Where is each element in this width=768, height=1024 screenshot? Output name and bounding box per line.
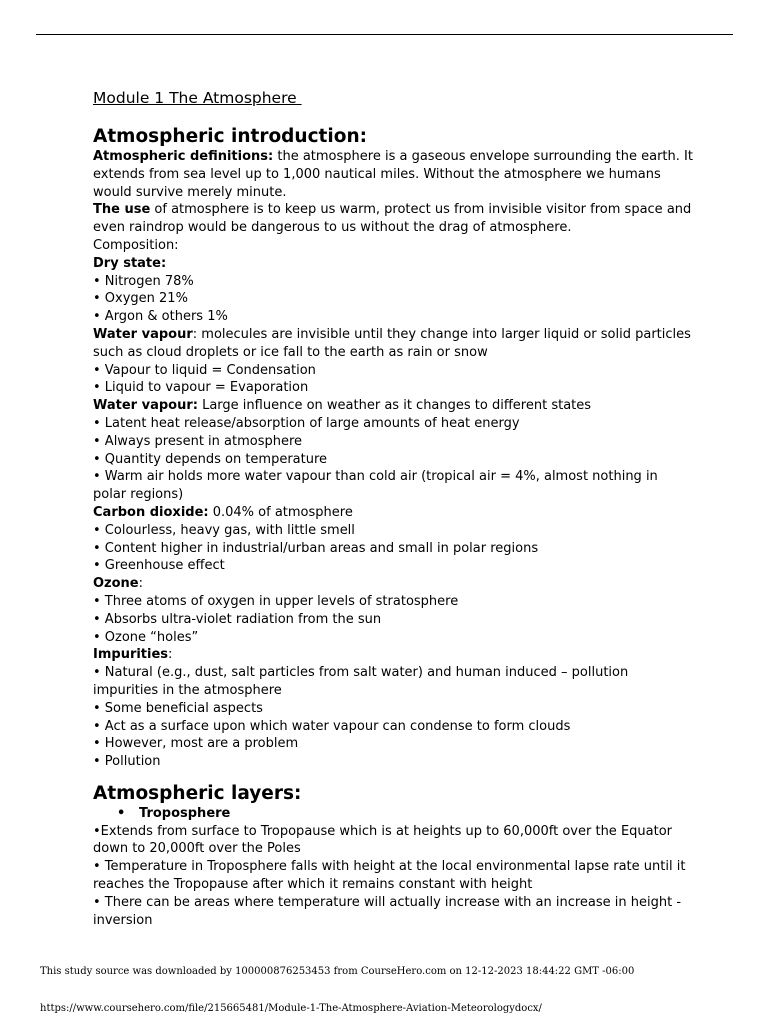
download-notice: This study source was downloaded by 100000876253453 from CourseHero.com on 12-12-2023 18:44:22 GMT -06:00 [40, 966, 635, 977]
list-item: • Always present in atmosphere [93, 433, 303, 449]
water-vapour-text: : molecules are invisible until they change into larger liquid or solid particles such as cloud droplets or ice fall to the earth as rain or snow [93, 326, 691, 360]
list-item: • Vapour to liquid = Condensation [93, 362, 316, 378]
composition-label: Composition: [93, 237, 179, 253]
ozone-label: Ozone [93, 576, 139, 592]
list-item: • Content higher in industrial/urban areas and small in polar regions [93, 540, 539, 556]
list-item: • Warm air holds more water vapour than cold air (tropical air = 4%, almost nothing in polar regions) [93, 469, 658, 503]
list-item: • Ozone “holes” [93, 629, 199, 645]
header-rule [36, 34, 733, 35]
list-item: • Argon & others 1% [93, 309, 228, 325]
list-item: • However, most are a problem [93, 736, 299, 752]
definitions-label: Atmospheric definitions: [93, 149, 274, 164]
list-item: • Latent heat release/absorption of large amounts of heat energy [93, 415, 520, 431]
module-title: Module 1 The Atmosphere [93, 89, 302, 107]
list-item: • Oxygen 21% [93, 291, 188, 307]
impurities-label: Impurities [93, 647, 169, 663]
list-item: • Absorbs ultra-violet radiation from the sun [93, 611, 382, 627]
list-item: • Some beneficial aspects [93, 700, 263, 716]
layers-heading: Atmospheric layers: [93, 782, 302, 804]
list-item: • Three atoms of oxygen in upper levels of stratosphere [93, 593, 459, 609]
list-item: • There can be areas where temperature will actually increase with an increase in height -inversion [93, 894, 682, 928]
list-item: • Pollution [93, 754, 161, 770]
bullet-icon: • [117, 805, 126, 821]
impurities-paragraph [93, 646, 693, 664]
list-item: • Quantity depends on temperature [93, 451, 328, 467]
troposphere-subheading [93, 805, 693, 823]
water-vapour-paragraph [93, 326, 693, 362]
use-paragraph [93, 201, 693, 237]
co2-label: Carbon dioxide: [93, 504, 209, 520]
list-item: • Greenhouse effect [93, 558, 225, 574]
list-item: • Nitrogen 78% [93, 273, 194, 289]
ozone-paragraph [93, 575, 693, 593]
water-vapour2-text: Large influence on weather as it changes to different states [197, 398, 592, 414]
use-label: The use [93, 202, 151, 218]
co2-paragraph [93, 504, 693, 522]
dry-state-label: Dry state: [93, 255, 167, 271]
intro-heading: Atmospheric introduction: [93, 126, 368, 147]
list-item: • Act as a surface upon which water vapour can condense to form clouds [93, 718, 571, 734]
list-item: • Colourless, heavy gas, with little smell [93, 522, 355, 538]
water-vapour2-label: Water vapour: [93, 398, 198, 414]
list-item: • Temperature in Troposphere falls with height at the local environmental lapse rate until it reaches the Tropopause after which it remains constant with height [93, 859, 686, 893]
impurities-colon: : [168, 647, 173, 663]
water-vapour-label: Water vapour [93, 326, 193, 342]
list-item: • Liquid to vapour = Evaporation [93, 380, 309, 396]
ozone-colon: : [138, 576, 144, 592]
co2-text: 0.04% of atmosphere [208, 504, 353, 520]
list-item: • Natural (e.g., dust, salt particles from salt water) and human induced – pollution impurities in the atmosphere [93, 665, 629, 698]
use-text: of atmosphere is to keep us warm, protect us from invisible visitor from space and even raindrop would be dangerous to us without the drag of atmosphere. [93, 202, 692, 236]
list-item: •Extends from surface to Tropopause which is at heights up to 60,000ft over the Equator down to 20,000ft over the Poles [93, 823, 673, 857]
water-vapour2-paragraph [93, 397, 693, 415]
definitions-paragraph [93, 148, 693, 201]
definitions-text: the atmosphere is a gaseous envelope surrounding the earth. It extends from sea level up to 1,000 nautical miles. Without the atmosphere we humans would survive merely minute. [93, 149, 693, 200]
document-body [93, 88, 693, 929]
source-url: https://www.coursehero.com/file/215665481/Module-1-The-Atmosphere-Aviation-Meteorologydocx/ [40, 1003, 542, 1014]
troposphere-label: Troposphere [139, 805, 231, 821]
